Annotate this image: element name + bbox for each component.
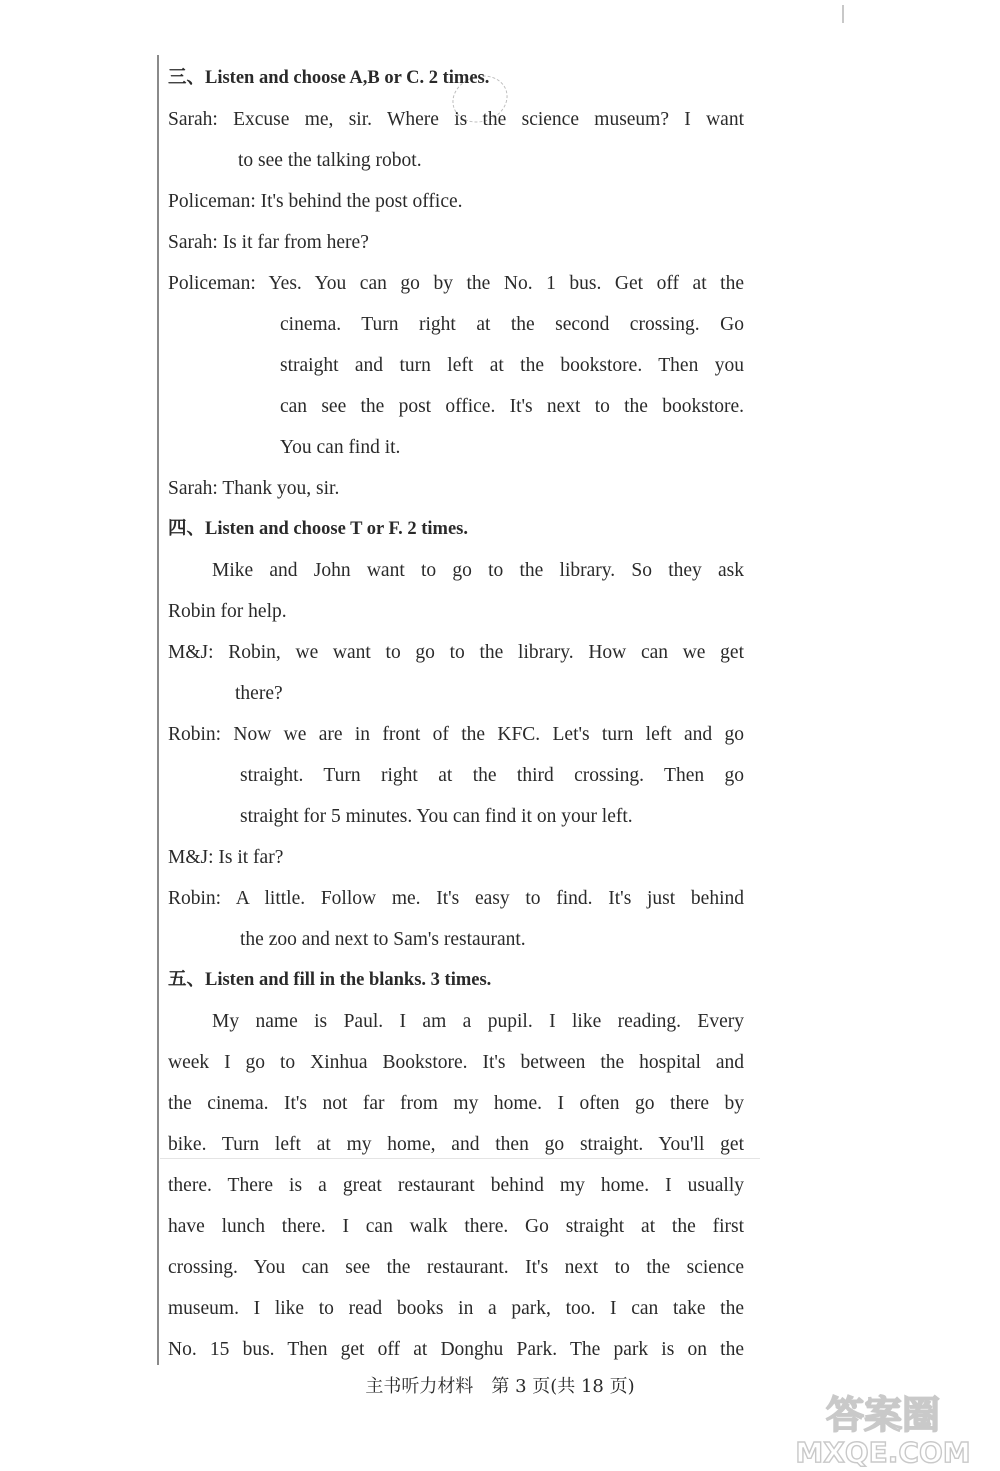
dialogue-line: cinema. Turn right at the second crossing. Go [280,314,744,335]
dialogue-line: Sarah: Is it far from here? [168,232,369,253]
dialogue-line: M&J: Is it far? [168,847,284,868]
watermark-bottom-text: MXQE.COM [795,1436,971,1468]
site-watermark-logo [770,1388,996,1468]
section-4-heading: 四、Listen and choose T or F. 2 times. [168,519,468,539]
passage-line: the cinema. It's not far from my home. I often go there by [168,1093,744,1114]
dialogue-line: to see the talking robot. [238,150,422,171]
passage-line: bike. Turn left at my home, and then go straight. You'll get [168,1134,744,1155]
watermark-top-text: 答案圈 [825,1393,941,1437]
dialogue-line: Robin: A little. Follow me. It's easy to find. It's just behind [168,888,744,909]
dialogue-line: there? [235,683,283,704]
passage-line: museum. I like to read books in a park, too. I can take the [168,1298,744,1319]
dialogue-line: Robin: Now we are in front of the KFC. Let's turn left and go [168,724,744,745]
dialogue-line: M&J: Robin, we want to go to the library. How can we get [168,642,744,663]
page-footer: 主书听力材料 第 3 页(共 18 页) [365,1376,635,1397]
scan-mark [842,5,844,23]
passage-line: My name is Paul. I am a pupil. I like reading. Every [212,1011,744,1032]
dialogue-line: the zoo and next to Sam's restaurant. [240,929,526,950]
passage-line: crossing. You can see the restaurant. It's next to the science [168,1257,744,1278]
dialogue-line: You can find it. [280,437,401,458]
narration-line: Robin for help. [168,601,287,622]
dialogue-line: Sarah: Thank you, sir. [168,478,340,499]
dialogue-line: Sarah: Excuse me, sir. Where is the science museum? I want [168,109,744,130]
dialogue-line: straight for 5 minutes. You can find it on your left. [240,806,633,827]
passage-line: have lunch there. I can walk there. Go straight at the first [168,1216,744,1237]
dialogue-line: Policeman: It's behind the post office. [168,191,463,212]
dialogue-line: straight. Turn right at the third crossing. Then go [240,765,744,786]
narration-line: Mike and John want to go to the library. So they ask [212,560,744,581]
passage-line: week I go to Xinhua Bookstore. It's between the hospital and [168,1052,744,1073]
dialogue-line: can see the post office. It's next to the bookstore. [280,396,744,417]
passage-line: there. There is a great restaurant behind my home. I usually [168,1175,744,1196]
passage-line: No. 15 bus. Then get off at Donghu Park. The park is on the [168,1339,744,1360]
margin-rule [157,55,159,1365]
listening-script [168,58,768,1370]
section-5-heading: 五、Listen and fill in the blanks. 3 times. [168,970,492,990]
section-3-heading: 三、Listen and choose A,B or C. 2 times. [168,68,490,88]
dialogue-line: Policeman: Yes. You can go by the No. 1 bus. Get off at the [168,273,744,294]
dialogue-line: straight and turn left at the bookstore. Then you [280,355,744,376]
